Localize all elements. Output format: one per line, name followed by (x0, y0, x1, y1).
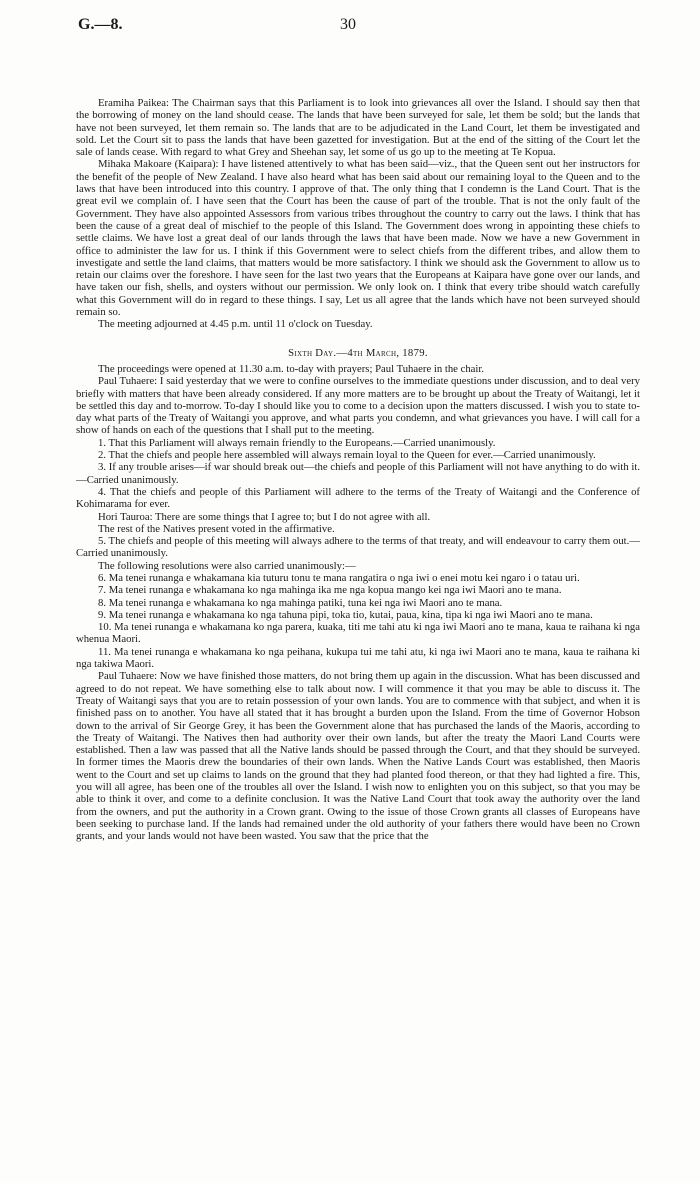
resolution-item: 2. That the chiefs and people here assembled will always remain loyal to the Queen for ever.—Carried unanimously. (98, 449, 596, 462)
section-heading: Sixth Day.—4th March, 1879. (288, 346, 428, 359)
paragraph: Paul Tuhaere: I said yesterday that we were to confine ourselves to the immediate questions under discussion, and to deal very briefly with matters that have been already considered. If any more matters are to be brought up about the Treaty of Waitangi, let it be settled this day and to-morrow. To-day I should like you to come to a decision upon the matters discussed. I wish you to state to-day what parts of the Treaty of Waitangi you approve, and what parts you condemn, and what grievances you have. I will call for a show of hands on each of the questions that I shall put to the meeting. (76, 375, 640, 437)
document-id: G.—8. (78, 16, 123, 33)
resolution-item: 11. Ma tenei runanga e whakamana ko nga peihana, kukupa tui me tahi atu, ki nga iwi Maori ano te mana, kaua te raihana ki nga takiwa Maori. (76, 645, 640, 671)
paragraph: Mihaka Makoare (Kaipara): I have listened attentively to what has been said—viz., that the Queen sent out her instructors for the benefit of the people of New Zealand. I have also heard what has been said about our remaining loyal to the Queen and to the laws that have been introduced into this country. I approve of that. The only thing that I condemn is the Land Court. That is the great evil we complain of. I have seen that the Court has been the cause of part of the trouble. That is not the only fault of the Government. They have also appointed Assessors from various tribes throughout the country to carry out the laws. I think that has been the cause of a great deal of mischief to the people of this Island. The Government does wrong in appointing these chiefs to settle claims. We have lost a great deal of our lands through the laws that have been made. Now we have a new Government in office to administer the law for us. I think if this Government were to select chiefs from the different tribes, and allow them to investigate and settle the land claims, that matters would be more satisfactory. I think we should ask the Government to allow us to retain our claims over the foreshore. I have seen for the last two years that the Europeans at Kaipara have gone over our lands, and have taken our fish, shells, and oysters without our permission. We only look on. I think that every tribe should watch carefully what this Government will do in regard to these things. I say, Let us all agree that the lands which have not been surveyed should remain so. (76, 158, 640, 319)
paragraph: The following resolutions were also carried unanimously:— (98, 559, 356, 572)
page-number: 30 (340, 16, 356, 33)
paragraph: Hori Tauroa: There are some things that I agree to; but I do not agree with all. (98, 510, 431, 523)
paragraph: Eramiha Paikea: The Chairman says that this Parliament is to look into grievances all over the Island. I should say then that the borrowing of money on the land should cease. The lands that have been surveyed for sale, let them be sold; but the lands that have not been surveyed, let them remain so. The lands that are to be adjudicated in the Land Court, let them be investigated and sold. Let the Court sit to pass the lands that have been gazetted for investigation. But at the end of the sitting of the Court let the sale of lands cease. With regard to what Grey and Sheehan say, let some of us go up to the meeting at Te Kopua. (76, 97, 640, 159)
page-body (76, 97, 640, 843)
paragraph: The meeting adjourned at 4.45 p.m. until 11 o'clock on Tuesday. (98, 318, 373, 331)
resolution-item: 7. Ma tenei runanga e whakamana ko nga mahinga ika me nga kopua mango kei nga iwi Maori ano te mana. (98, 584, 562, 597)
page-header (78, 16, 638, 38)
resolution-item: 3. If any trouble arises—if war should break out—the chiefs and people of this Parliament will not have anything to do with it.—Carried unanimously. (76, 461, 640, 486)
resolution-item: 8. Ma tenei runanga e whakamana ko nga mahinga patiki, tuna kei nga iwi Maori ano te mana. (98, 596, 503, 609)
resolution-item: 1. That this Parliament will always remain friendly to the Europeans.—Carried unanimously. (98, 436, 496, 449)
paragraph: Paul Tuhaere: Now we have finished those matters, do not bring them up again in the discussion. What has been discussed and agreed to do not repeat. We have something else to talk about now. I will commence it that you may be able to discuss it. The Treaty of Waitangi says that you are to retain possession of your own lands. You are to commence with that subject, and when it is finished pass on to another. You have all stated that it has brought a burden upon the Island. From the time of Governor Hobson down to the arrival of Sir George Grey, it has been the Government alone that has purchased the lands of the Maoris, according to the Treaty of Waitangi. The Natives then had authority over their own lands, but after the treaty the Maori Land Courts were established. Then a law was passed that all the Native lands should be passed through the Court, and that they should be surveyed. In former times the Maoris drew the boundaries of their own lands. When the Native Lands Court was established, then Maoris went to the Court and set up claims to lands on the ground that they had planted food thereon, or that they had lighted a fire. This, you will all agree, has been one of the troubles all over the Island. I wish now to enlighten you on this subject, so that you may be able to think it over, and come to a definite conclusion. It was the Native Land Court that took away the authority over the land from the owners, and put the authority in a Crown grant. Owing to the issue of those Crown grants all classes of Europeans have been seeking to purchase land. If the lands had remained under the old authority of your fathers there would have been no Crown grants, and your lands would not have been wasted. You saw that the price that the (76, 670, 640, 843)
resolution-item: 6. Ma tenei runanga e whakamana kia tuturu tonu te mana rangatira o nga iwi o enei motu kei ngaro i o tatau uri. (98, 571, 580, 584)
resolution-item: 4. That the chiefs and people of this Parliament will adhere to the terms of the Treaty of Waitangi and the Conference of Kohimarama for ever. (76, 485, 640, 511)
resolution-item: 9. Ma tenei runanga e whakamana ko nga tahuna pipi, toka tio, kutai, paua, kina, tipa ki nga iwi Maori ano te mana. (98, 608, 593, 621)
resolution-item: 10. Ma tenei runanga e whakamana ko nga parera, kuaka, titi me tahi atu ki nga iwi Maori ano te mana, kaua te raihana ki nga whenua Maori. (76, 621, 640, 646)
paragraph: The proceedings were opened at 11.30 a.m. to-day with prayers; Paul Tuhaere in the chair. (98, 362, 485, 375)
paragraph: The rest of the Natives present voted in the affirmative. (98, 522, 335, 535)
resolution-item: 5. The chiefs and people of this meeting will always adhere to the terms of that treaty, and will endeavour to carry them out.—Carried unanimously. (76, 535, 640, 560)
